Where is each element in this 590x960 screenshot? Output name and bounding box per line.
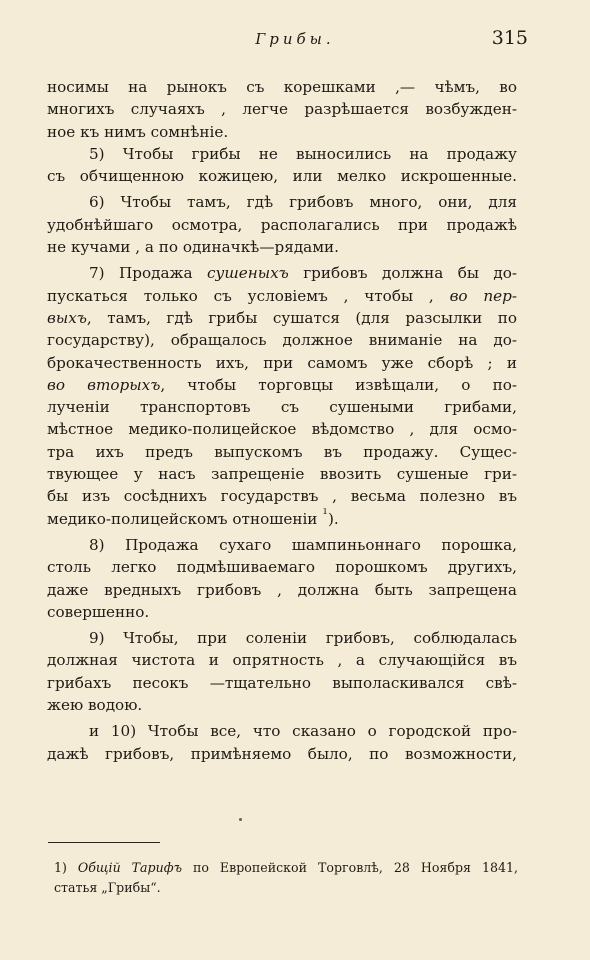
text-line: твующее у насъ запрещеніе ввозить сушеные гри-: [47, 465, 517, 484]
text-run: ).: [328, 509, 339, 528]
text-line: грибахъ песокъ —тщательно выполаскивался свѣ-: [47, 673, 517, 692]
text-line: носимы на рынокъ съ корешками ,— чѣмъ, во: [47, 78, 517, 96]
text-line: [47, 307, 517, 329]
text-line: 5) Чтобы грибы не выносились на продажу: [89, 144, 517, 163]
text-line: столь легко подмѣшиваемаго порошкомъ другихъ,: [47, 558, 517, 577]
italic-run: во вторыхъ: [47, 375, 161, 394]
footnote-line: [54, 858, 518, 878]
text-line: [47, 285, 517, 307]
text-line: съ обчищенною кожицею, или мелко искрошенные.: [47, 167, 517, 186]
text-line: брокачественность ихъ, при самомъ уже сборѣ ; и: [47, 353, 517, 372]
text-line: 6) Чтобы тамъ, гдѣ грибовъ много, они, для: [89, 193, 517, 212]
text-line: 8) Продажа сухаго шампиньоннаго порошка,: [89, 535, 517, 554]
running-head: Грибы.: [255, 30, 335, 48]
text-line: и 10) Чтобы все, что сказано о городской про-: [89, 722, 517, 741]
page-number: 315: [491, 27, 528, 49]
footnote: [54, 858, 518, 897]
text-run: грибовъ должна бы до-: [288, 264, 517, 283]
footnote-text: по Европейской Торговлѣ, 28 Ноября 1841,: [192, 860, 518, 875]
text-line: [47, 374, 517, 396]
text-line: не кучами , а по одиначкѣ—рядами.: [47, 238, 340, 257]
text-run: медико-полицейскомъ отношеніи: [47, 509, 323, 528]
text-line: ное къ нимъ сомнѣніе.: [47, 122, 229, 141]
footnote-title: Общій Тарифъ: [77, 860, 182, 875]
main-text: [47, 76, 517, 765]
italic-run: выхъ: [47, 308, 87, 327]
footnote-marker: 1): [54, 860, 67, 875]
text-line: совершенно.: [47, 602, 150, 621]
text-line: мѣстное медико-полицейское вѣдомство , для осмо-: [47, 420, 517, 439]
text-line: государству), обращалось должное вниманіе на до-: [47, 331, 517, 350]
text-line: должная чистота и опрятность , а случающійся въ: [47, 651, 517, 670]
text-run: , чтобы торговцы извѣщали, о по-: [160, 375, 517, 394]
text-line: удобнѣйшаго осмотра, располагались при продажѣ: [47, 215, 517, 234]
text-line: 9) Чтобы, при соленіи грибовъ, соблюдалась: [89, 629, 517, 648]
text-line: [47, 508, 517, 530]
text-run: , тамъ, гдѣ грибы сушатся (для разсылки по: [86, 308, 517, 327]
text-line: дажѣ грибовъ, примѣняемо было, по возможности,: [47, 744, 517, 763]
text-line: лученіи транспортовъ съ сушеными грибами,: [47, 398, 517, 417]
footnote-ref: 1: [322, 507, 328, 517]
text-run: 7) Продажа: [89, 264, 208, 283]
text-line: многихъ случаяхъ , легче разрѣшается возбужден-: [47, 100, 517, 119]
footnote-rule: [48, 842, 160, 843]
text-line: жею водою.: [47, 696, 143, 715]
footnote-line: статья „Грибы“.: [54, 879, 161, 895]
text-line: бы изъ сосѣднихъ государствъ , весьма полезно въ: [47, 487, 517, 506]
italic-run: во пер-: [449, 286, 517, 305]
text-run: пускаться только съ условіемъ , чтобы ,: [47, 286, 450, 305]
text-line: [47, 262, 517, 284]
print-speck: [239, 818, 242, 821]
italic-run: сушеныхъ: [207, 264, 289, 283]
text-line: даже вредныхъ грибовъ , должна быть запрещена: [47, 580, 517, 599]
text-line: тра ихъ предъ выпускомъ въ продажу. Сущес-: [47, 442, 517, 461]
